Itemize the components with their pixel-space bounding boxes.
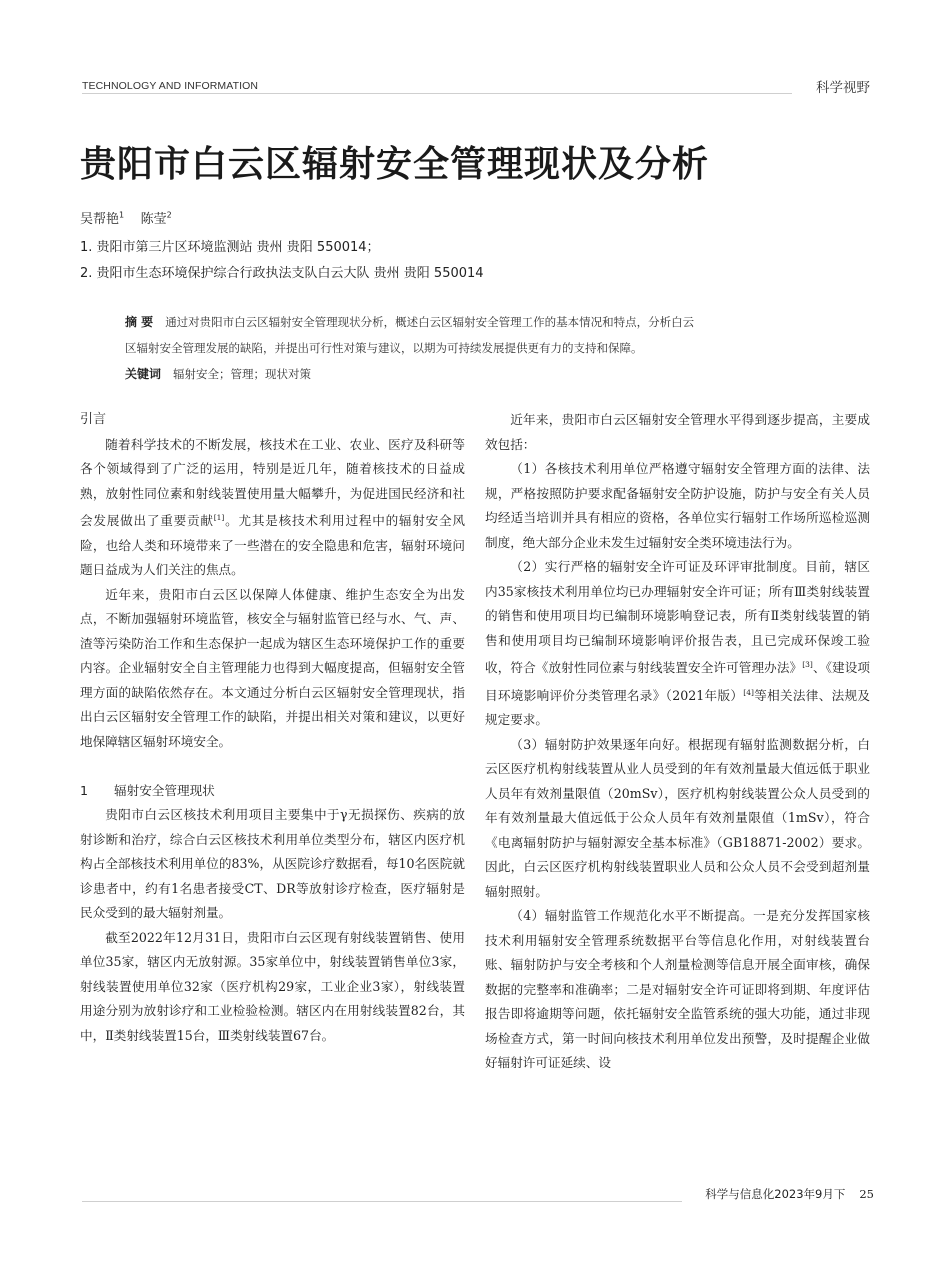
left-paragraph-2: 近年来，贵阳市白云区以保障人体健康、维护生态安全为出发点，不断加强辐射环境监管，核安全与辐射监管已经与水、气、声、渣等污染防治工作和生态保护一起成为辖区生态环境保护工作的重要内容。企业辐射安全自主管理能力也得到大幅度提高，但辐射安全管理方面的缺陷依然存在。本文通过分析白云区辐射安全管理现状，指出白云区辐射安全管理工作的缺陷，并提出相关对策和建议，以更好地保障辖区辐射环境安全。: [80, 586, 465, 749]
author-2: 陈莹: [140, 212, 167, 227]
section-1-number: 1: [80, 782, 89, 798]
left-column: [80, 408, 465, 1048]
footer: [705, 1186, 874, 1202]
author-1: 吴帮艳: [80, 212, 120, 227]
article-title: 贵阳市白云区辐射安全管理现状及分析: [80, 143, 710, 185]
abstract-block: [125, 313, 845, 391]
footer-rule: [82, 1201, 682, 1202]
footer-journal: 科学与信息化2023年9月下: [705, 1187, 846, 1201]
right-column: [485, 408, 870, 1076]
affiliation-2: 2. 贵阳市生态环境保护综合行政执法支队白云大队 贵州 贵阳 550014: [80, 266, 484, 281]
left-p1-text: 随着科学技术的不断发展，核技术在工业、农业、医疗及科研等各个领域得到了广泛的运用，特别是近几年，随着核技术的日益成熟，放射性同位素和射线装置使用量大幅攀升，为促进国民经济和社会发展做出了重要贡献: [80, 436, 465, 529]
right-p3-text: （2）实行严格的辐射安全许可证及环评审批制度。目前，辖区内35家核技术利用单位均已办理辐射安全许可证；所有Ⅲ类射线装置的销售和使用项目均已编制环境影响登记表，所有Ⅱ类射线装置的销售和使用项目均已编制环境影响评价报告表，且已完成环保竣工验收，符合《放射性同位素与射线装置安全许可管理办法》: [485, 559, 870, 676]
keywords-label: 关键词: [125, 367, 162, 381]
ref-1: [1]: [213, 513, 225, 522]
abstract-line-1: 通过对贵阳市白云区辐射安全管理现状分析，概述白云区辐射安全管理工作的基本情况和特点，分析白云: [165, 315, 695, 329]
author-2-sup: 2: [166, 210, 172, 220]
left-paragraph-3: 贵阳市白云区核技术利用项目主要集中于γ无损探伤、疾病的放射诊断和治疗，综合白云区核技术利用单位类型分布，辖区内医疗机构占全部核技术利用单位的83%，从医院诊疗数据看，每10名医院就诊患者中，约有1名患者接受CT、DR等放射诊疗检查，医疗辐射是民众受到的最大辐射剂量。: [80, 807, 465, 921]
header-rule: [82, 93, 792, 94]
right-p3-mid: 、《建设项目环境影响评价分类管理名录》（2021年版）: [485, 660, 871, 703]
ref-4: [4]: [743, 687, 754, 697]
abstract-label: 摘 要: [125, 315, 154, 329]
right-paragraph-2: （1）各核技术利用单位严格遵守辐射安全管理方面的法律、法规，严格按照防护要求配备辐射安全防护设施，防护与安全有关人员均经适当培训并具有相应的资格，各单位实行辐射工作场所巡检巡测制度，绝大部分企业未发生过辐射安全类环境违法行为。: [485, 461, 870, 550]
left-p1-tail: 。尤其是核技术利用过程中的辐射安全风险，也给人类和环境带来了一些潜在的安全隐患和危害，辐射环境问题日益成为人们关注的焦点。: [80, 513, 466, 578]
right-paragraph-5: （4）辐射监管工作规范化水平不断提高。一是充分发挥国家核技术利用辐射安全管理系统数据平台等信息化作用，对射线装置台账、辐射防护与安全考核和个人剂量检测等信息开展全面审核，确保数据的完整率和准确率；二是对辐射安全许可证即将到期、年度评估报告即将逾期等问题，依托辐射安全监管系统的强大功能，通过非现场检查方式，第一时间向核技术利用单位发出预警，及时提醒企业做好辐射许可证延续、设: [485, 908, 870, 1071]
right-paragraph-1: 近年来，贵阳市白云区辐射安全管理水平得到逐步提高，主要成效包括：: [485, 412, 870, 452]
keywords: 辐射安全；管理；现状对策: [173, 367, 312, 381]
left-paragraph-1: [80, 433, 465, 583]
abstract-line-2: 区辐射安全管理发展的缺陷，并提出可行性对策与建议，以期为可持续发展提供更有力的支持和保障。: [125, 341, 643, 355]
affiliation-1: 1. 贵阳市第三片区环境监测站 贵州 贵阳 550014；: [80, 240, 380, 255]
authors: [80, 208, 172, 227]
right-paragraph-3: [485, 555, 870, 733]
intro-heading: 引言: [80, 412, 107, 427]
section-1-title: 辐射安全管理现状: [114, 782, 215, 798]
ref-3: [3]: [802, 660, 813, 669]
header-journal-en: TECHNOLOGY AND INFORMATION: [82, 80, 259, 92]
right-p3-tail: 等相关法律、法规及规定要求。: [485, 687, 870, 728]
left-paragraph-4: 截至2022年12月31日，贵阳市白云区现有射线装置销售、使用单位35家，辖区内无放射源。35家单位中，射线装置销售单位3家，射线装置使用单位32家（医疗机构29家，工业企业3家），射线装置用途分别为放射诊疗和工业检验检测。辖区内在用射线装置82台，其中，Ⅱ类射线装置15台，Ⅲ类射线装置67台。: [80, 929, 465, 1043]
header-section: 科学视野: [816, 80, 870, 96]
author-1-sup: 1: [119, 210, 125, 220]
page-number: 25: [859, 1187, 874, 1201]
section-1-heading: [80, 779, 465, 804]
right-paragraph-4: （3）辐射防护效果逐年向好。根据现有辐射监测数据分析，白云区医疗机构射线装置从业人员受到的年有效剂量最大值远低于职业人员年有效剂量限值（20mSv），医疗机构射线装置公众人员受到的年有效剂量最大值远低于公众人员年有效剂量限值（1mSv），符合《电离辐射防护与辐射源安全基本标准》（GB18871-2002）要求。因此，白云区医疗机构射线装置职业人员和公众人员不会受到超剂量辐射照射。: [485, 736, 870, 899]
